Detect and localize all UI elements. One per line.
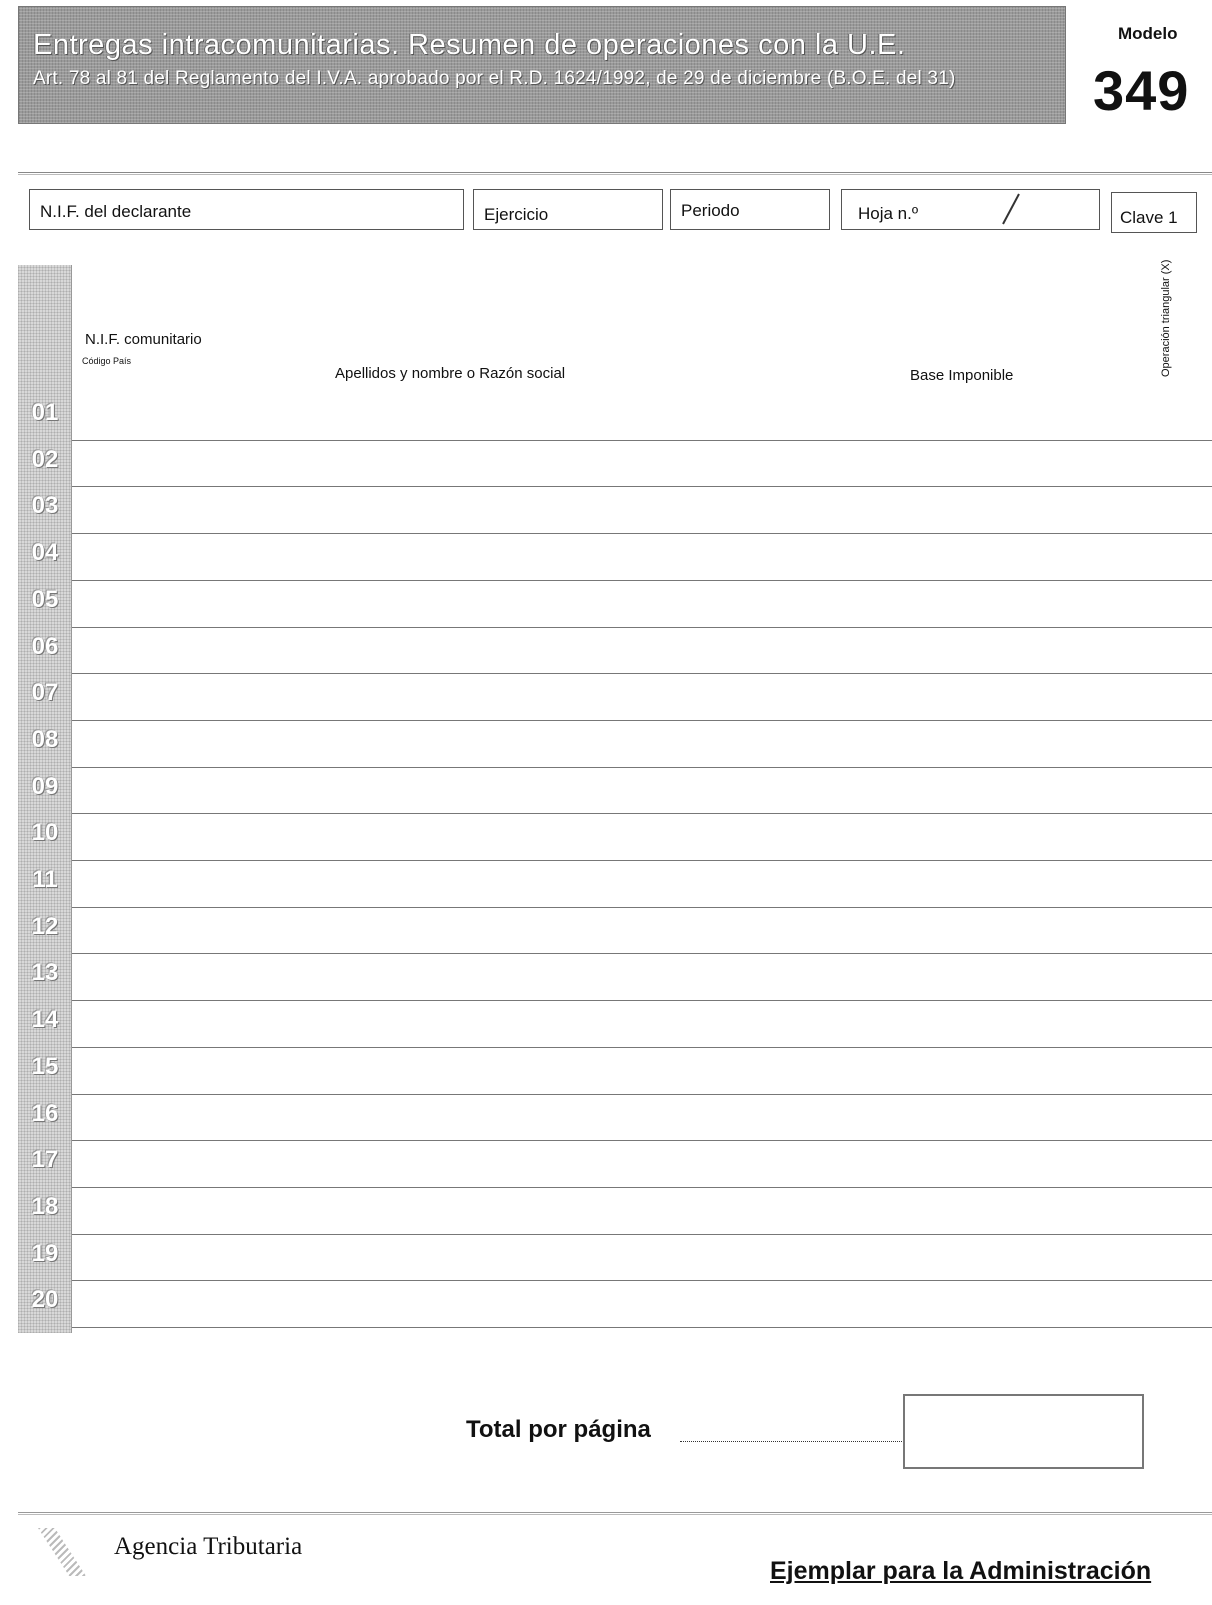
form-title: Entregas intracomunitarias. Resumen de operaciones con la U.E. bbox=[33, 29, 906, 61]
hoja-field[interactable]: Hoja n.º bbox=[841, 189, 1100, 230]
table-row[interactable] bbox=[72, 860, 1212, 861]
total-leader bbox=[680, 1441, 902, 1442]
col-codigo-pais: Código País bbox=[82, 356, 132, 366]
row-number: 15 bbox=[31, 1052, 59, 1080]
total-label: Total por página bbox=[466, 1416, 651, 1443]
table-row[interactable] bbox=[72, 1140, 1212, 1141]
row-number: 16 bbox=[31, 1099, 59, 1127]
row-number: 05 bbox=[31, 585, 59, 613]
periodo-field[interactable]: Periodo bbox=[670, 189, 830, 230]
ejercicio-field[interactable]: Ejercicio bbox=[473, 189, 663, 230]
table-row[interactable] bbox=[72, 1094, 1212, 1095]
col-operacion-triangular: Operación triangular (X) bbox=[1160, 259, 1172, 377]
col-nombre: Apellidos y nombre o Razón social bbox=[335, 365, 566, 382]
row-number: 18 bbox=[31, 1192, 59, 1220]
table-row[interactable] bbox=[72, 673, 1212, 674]
agency-name: Agencia Tributaria bbox=[114, 1533, 303, 1560]
header-band bbox=[18, 6, 1066, 124]
top-divider bbox=[18, 172, 1212, 175]
table-row[interactable] bbox=[72, 440, 1212, 441]
row-number: 17 bbox=[31, 1146, 59, 1174]
table-row[interactable] bbox=[72, 813, 1212, 814]
row-number: 19 bbox=[31, 1239, 59, 1267]
table-row[interactable] bbox=[72, 907, 1212, 908]
table-row[interactable] bbox=[72, 1000, 1212, 1001]
row-number: 04 bbox=[31, 539, 59, 567]
table-row[interactable] bbox=[72, 767, 1212, 768]
total-input[interactable] bbox=[903, 1394, 1144, 1469]
bottom-divider bbox=[18, 1512, 1212, 1515]
table-row[interactable] bbox=[72, 580, 1212, 581]
row-number: 09 bbox=[31, 772, 59, 800]
table-row[interactable] bbox=[72, 1187, 1212, 1188]
table-row[interactable] bbox=[72, 1234, 1212, 1235]
modelo-number: 349 bbox=[1093, 59, 1190, 122]
agency-logo-icon bbox=[38, 1528, 86, 1576]
col-base-imponible: Base Imponible bbox=[910, 367, 1014, 384]
table-row[interactable] bbox=[72, 1327, 1212, 1328]
col-nif-comunitario: N.I.F. comunitario bbox=[85, 331, 202, 348]
entries-table bbox=[18, 259, 1212, 1335]
table-row[interactable] bbox=[72, 627, 1212, 628]
row-number: 10 bbox=[31, 819, 59, 847]
table-row[interactable] bbox=[72, 1280, 1212, 1281]
form-subtitle: Art. 78 al 81 del Reglamento del I.V.A. aprobado por el R.D. 1624/1992, de 29 de diciembre (B.O.E. del 31) bbox=[33, 68, 956, 89]
row-number: 20 bbox=[31, 1286, 59, 1314]
row-number: 06 bbox=[31, 632, 59, 660]
table-row[interactable] bbox=[72, 533, 1212, 534]
row-number: 12 bbox=[31, 912, 59, 940]
row-number: 11 bbox=[32, 866, 58, 893]
row-number: 07 bbox=[31, 679, 59, 707]
row-number: 08 bbox=[31, 725, 59, 753]
row-number: 14 bbox=[31, 1006, 59, 1034]
row-number: 13 bbox=[31, 959, 59, 987]
clave-field[interactable]: Clave 1 bbox=[1111, 192, 1197, 233]
nif-declarante-field[interactable]: N.I.F. del declarante bbox=[29, 189, 464, 230]
row-number: 03 bbox=[31, 492, 59, 520]
table-row[interactable] bbox=[72, 953, 1212, 954]
copy-label: Ejemplar para la Administración bbox=[770, 1557, 1152, 1585]
table-row[interactable] bbox=[72, 720, 1212, 721]
row-number: 01 bbox=[31, 399, 59, 426]
table-row[interactable] bbox=[72, 1047, 1212, 1048]
row-number: 02 bbox=[31, 445, 59, 473]
table-row[interactable] bbox=[72, 486, 1212, 487]
modelo-label: Modelo bbox=[1118, 24, 1178, 43]
